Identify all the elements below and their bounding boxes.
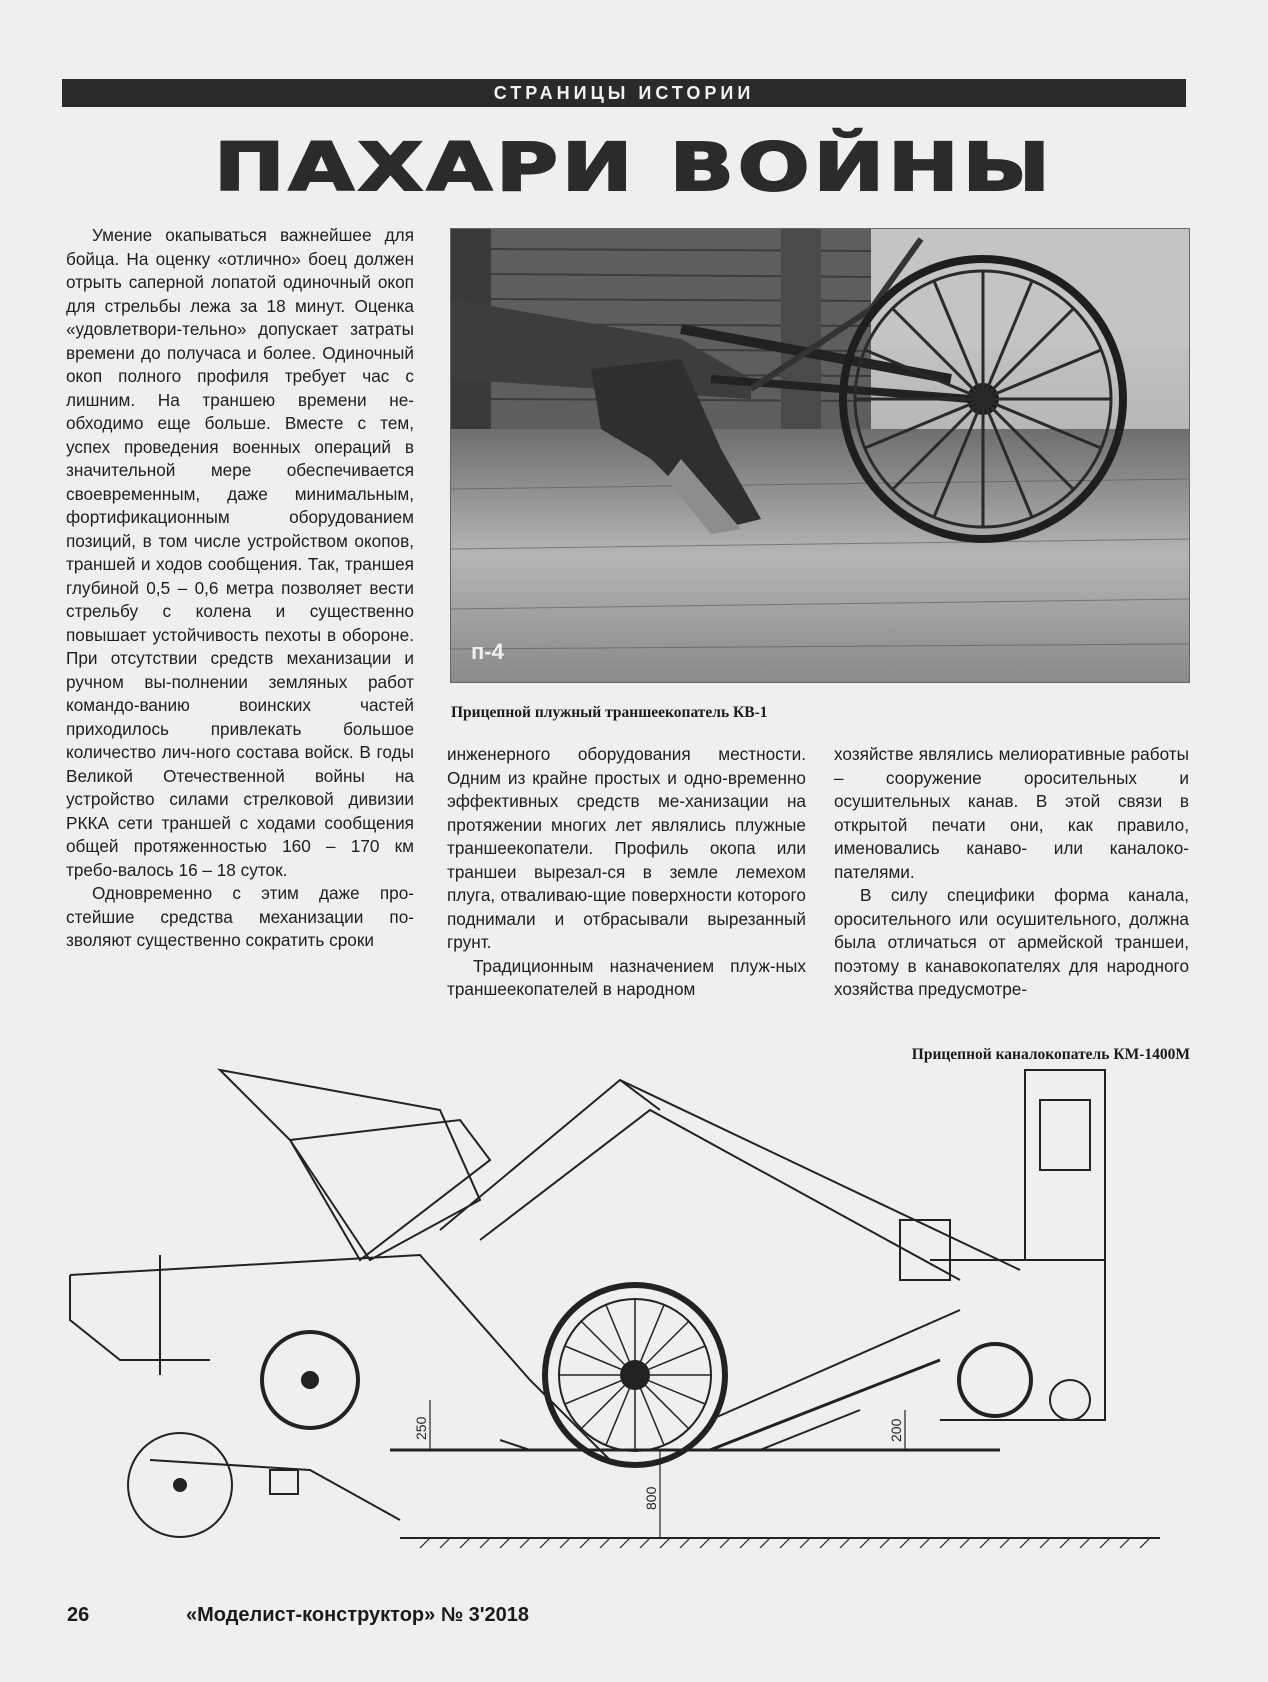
magazine-title: «Моделист-конструктор» № 3'2018 [186, 1604, 530, 1626]
photo-kv1-trencher [450, 228, 1190, 683]
paragraph: В силу специфики форма канала, оросительного или осушительного, должна была отличаться от армейской траншеи, поэтому в канавокопателях для народного хозяйства предусмотре- [834, 885, 1189, 999]
photo-caption: Прицепной плужный траншеекопатель КВ-1 [451, 704, 768, 721]
article-column-1 [66, 224, 414, 953]
drawing-km1400m [60, 1030, 1200, 1570]
photo-marking: п-4 [471, 639, 504, 664]
page-number: 26 [67, 1604, 90, 1626]
dimension-200: 200 [888, 1418, 904, 1442]
paragraph: хозяйстве являлись мелиоративные работы – сооружение оросительных и осушительных канав. В этой связи в открытой печати они, как правило, именовались канаво- или каналоко-пателями. [834, 744, 1189, 882]
section-rubric: СТРАНИЦЫ ИСТОРИИ [62, 79, 1186, 107]
paragraph: Умение окапываться важнейшее для бойца. На оценку «отлично» боец должен отрыть саперной лопатой одиночный окоп для стрельбы лежа за 18 минут. Оценка «удовлетвори-тельно» допускает затраты времени до получаса и более. Одиночный окоп полного профиля требует час с лишним. На траншею времени не-обходимо еще больше. Вместе с тем, успех проведения военных операций в значительной мере обеспечивается своевременным, даже минимальным, фортификационным оборудованием позиций, в том числе устройством окопов, траншей и ходов сообщения. Так, траншея глубиной 0,5 – 0,6 метра позволяет вести стрельбу с колена и существенно повышает устойчивость пехоты в обороне. При отсутствии средств механизации и ручном вы-полнении земляных работ командо-ванию воинских частей приходилось привлекать большое количество лич-ного состава войск. В годы Великой Отечественной войны на устройство силами стрелковой дивизии РККА сети траншей с ходами сообщения общей протяженностью 160 – 170 км требо-валось 16 – 18 суток. [66, 225, 414, 880]
dimension-800: 800 [643, 1486, 659, 1510]
drawing-caption: Прицепной каналокопатель КМ-1400М [911, 1046, 1190, 1063]
page-title: ПАХАРИ ВОЙНЫ [214, 129, 1054, 206]
technical-drawing [60, 1030, 1200, 1570]
article-column-3 [834, 743, 1189, 1002]
photo-illustration [451, 229, 1189, 682]
paragraph: Одновременно с этим даже про-стейшие средства механизации по-зволяют существенно сократить сроки [66, 883, 414, 950]
paragraph: инженерного оборудования местности. Одним из крайне простых и одно-временно эффективных средств ме-ханизации на протяжении многих лет являлись плужные траншеекопатели. Профиль окопа или траншеи вырезал-ся в земле лемехом плуга, отваливаю-щие поверхности которого поднимали и отбрасывали вырезанный грунт. [447, 744, 806, 952]
paragraph: Традиционным назначением плуж-ных траншеекопателей в народном [447, 955, 806, 999]
dimension-250: 250 [413, 1416, 429, 1440]
article-column-2 [447, 743, 806, 1002]
